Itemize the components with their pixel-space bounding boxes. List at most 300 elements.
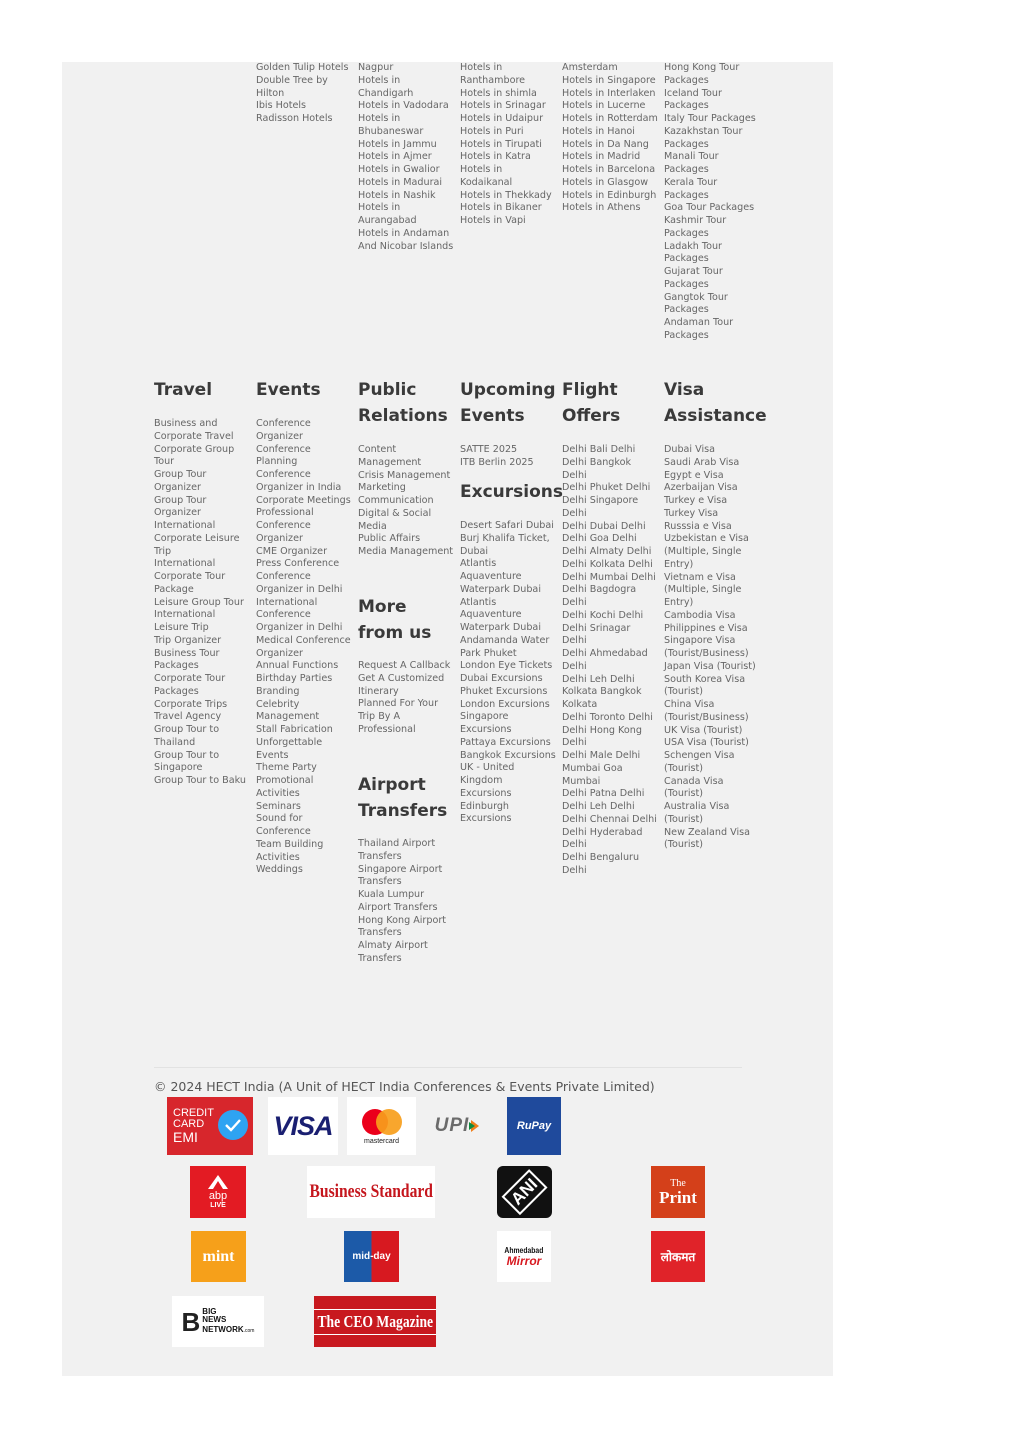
- footer-link-hong-kong-airport-transfers[interactable]: Hong Kong Airport Transfers: [358, 914, 447, 939]
- footer-link-item: [562, 788, 658, 801]
- footer-link-item: [664, 750, 760, 776]
- hotel-links-col-1: [256, 62, 352, 126]
- footer-link-delhi-kolkata-delhi[interactable]: Delhi Kolkata Delhi: [562, 558, 653, 570]
- footer-link-japan-visa-tourist[interactable]: Japan Visa (Tourist): [664, 660, 756, 672]
- footer-link-delhi-bagdogra-delhi[interactable]: Delhi Bagdogra Delhi: [562, 584, 637, 608]
- footer-link-item: [562, 559, 658, 572]
- footer-link-delhi-hyderabad-delhi[interactable]: Delhi Hyderabad Delhi: [562, 826, 643, 851]
- footer-link-item: [664, 113, 760, 126]
- footer-link-group-tour-to-baku[interactable]: Group Tour to Baku: [154, 775, 246, 786]
- footer-link-item: [460, 88, 556, 101]
- footer-link-item: [358, 151, 454, 164]
- business-standard-logo: [307, 1166, 435, 1218]
- footer-link-saudi-arab-visa[interactable]: Saudi Arab Visa: [664, 456, 740, 468]
- footer-link-business-tour-packages[interactable]: Business Tour Packages: [154, 647, 220, 672]
- footer-link-hotels-in-interlaken[interactable]: Hotels in Interlaken: [562, 87, 656, 99]
- public-relations-heading: Public Relations: [358, 380, 448, 426]
- visa-assistance-links: [664, 444, 760, 852]
- footer-link-item: [256, 660, 352, 673]
- footer-link-item: [562, 482, 658, 495]
- footer-link-group-tour-to-singapore[interactable]: Group Tour to Singapore: [154, 749, 220, 774]
- footer-link-item: [256, 113, 352, 126]
- footer-link-item: [358, 940, 454, 966]
- footer-link-weddings[interactable]: Weddings: [256, 864, 303, 876]
- the-print-the: The: [670, 1177, 686, 1189]
- footer-link-azerbaijan-visa[interactable]: Azerbaijan Visa: [664, 482, 738, 494]
- footer-link-conference-organizer[interactable]: Conference Organizer: [256, 418, 311, 442]
- footer-link-conference-organizer-in-india[interactable]: Conference Organizer in India: [256, 469, 342, 493]
- checkmark-icon: [218, 1110, 248, 1140]
- footer-link-hotels-in-andaman-and-nicobar-islands[interactable]: Hotels in Andaman And Nicobar Islands: [358, 227, 454, 252]
- visa-assistance-heading: Visa Assistance: [664, 380, 767, 426]
- footer-link-item: [256, 686, 352, 699]
- footer-link-delhi-bangkok-delhi[interactable]: Delhi Bangkok Delhi: [562, 456, 632, 481]
- footer-link-item: [460, 801, 556, 827]
- footer-link-annual-functions[interactable]: Annual Functions: [256, 660, 339, 672]
- footer-link-uk-united-kingdom-excursions[interactable]: UK - United Kingdom Excursions: [460, 762, 515, 799]
- upi-wordmark: UPI: [434, 1115, 470, 1136]
- footer-link-burj-khalifa-ticket-dubai[interactable]: Burj Khalifa Ticket, Dubai: [460, 532, 550, 557]
- footer-link-hotels-in-singapore[interactable]: Hotels in Singapore: [562, 74, 656, 86]
- footer-link-public-affairs[interactable]: Public Affairs: [358, 533, 421, 545]
- footer-link-item: [664, 827, 760, 853]
- footer-link-item: [460, 558, 556, 596]
- footer-link-group-tour-organizer[interactable]: Group Tour Organizer: [154, 469, 207, 493]
- footer-link-delhi-leh-delhi[interactable]: Delhi Leh Delhi: [562, 801, 635, 812]
- footer-link-kazakhstan-tour-packages[interactable]: Kazakhstan Tour Packages: [664, 125, 743, 150]
- footer-link-item: [562, 495, 658, 521]
- footer-link-item: [460, 597, 556, 635]
- footer-link-andaman-tour-packages[interactable]: Andaman Tour Packages: [664, 317, 734, 341]
- footer-link-seminars[interactable]: Seminars: [256, 800, 301, 812]
- footer-link-item: [256, 418, 352, 444]
- visa-logo: [268, 1097, 338, 1155]
- footer-link-gujarat-tour-packages[interactable]: Gujarat Tour Packages: [664, 266, 723, 290]
- footer-link-kolkata-bangkok-kolkata[interactable]: Kolkata Bangkok Kolkata: [562, 686, 642, 710]
- footer-link-hotels-in-bhubaneswar[interactable]: Hotels in Bhubaneswar: [358, 113, 424, 137]
- footer-link-item: [358, 698, 454, 736]
- footer-link-item: [460, 762, 556, 800]
- footer-link-london-eye-tickets[interactable]: London Eye Tickets: [460, 660, 553, 672]
- footer-link-hotels-in-athens[interactable]: Hotels in Athens: [562, 202, 641, 214]
- footer-link-hong-kong-tour-packages[interactable]: Hong Kong Tour Packages: [664, 62, 740, 86]
- footer-link-item: [358, 177, 454, 190]
- footer-link-birthday-parties[interactable]: Birthday Parties: [256, 673, 333, 684]
- footer-link-item: [358, 673, 454, 699]
- midday-wordmark: mid-day: [352, 1251, 391, 1262]
- footer-link-conference-planning[interactable]: Conference Planning: [256, 443, 311, 468]
- footer-divider: [154, 1067, 742, 1068]
- footer-link-hotels-in-srinagar[interactable]: Hotels in Srinagar: [460, 100, 546, 112]
- footer-link-cme-organizer[interactable]: CME Organizer: [256, 545, 328, 557]
- footer-link-international-leisure-trip[interactable]: International Leisure Trip: [154, 609, 216, 633]
- footer-link-hotels-in-gwalior[interactable]: Hotels in Gwalior: [358, 164, 440, 175]
- footer-link-delhi-male-delhi[interactable]: Delhi Male Delhi: [562, 750, 641, 761]
- footer-link-turkey-e-visa[interactable]: Turkey e Visa: [664, 495, 728, 506]
- the-print-logo: [651, 1166, 705, 1218]
- footer-link-item: [154, 597, 250, 610]
- footer-link-item: [154, 775, 250, 788]
- footer-link-request-a-callback[interactable]: Request A Callback: [358, 660, 451, 671]
- footer-link-singapore-visa-tourist-business[interactable]: Singapore Visa (Tourist/Business): [664, 635, 749, 659]
- bnn-big: BIG: [202, 1307, 217, 1316]
- footer-link-press-conference[interactable]: Press Conference: [256, 558, 340, 570]
- mint-wordmark: mint: [202, 1247, 235, 1265]
- footer-link-item: [358, 508, 454, 534]
- footer-link-cambodia-visa[interactable]: Cambodia Visa: [664, 609, 736, 621]
- footer-link-amsterdam[interactable]: Amsterdam: [562, 62, 618, 73]
- footer-link-andamanda-water-park-phuket[interactable]: Andamanda Water Park Phuket: [460, 634, 550, 659]
- footer-link-radisson-hotels[interactable]: Radisson Hotels: [256, 113, 333, 124]
- footer-link-item: [256, 62, 352, 75]
- footer-link-item: [562, 164, 658, 177]
- lokmat-logo: [651, 1231, 705, 1282]
- footer-link-item: [358, 915, 454, 941]
- footer-link-item: [358, 202, 454, 228]
- hotel-links-col-3: [460, 62, 556, 228]
- footer-link-canada-visa-tourist[interactable]: Canada Visa (Tourist): [664, 775, 724, 800]
- footer-link-gangtok-tour-packages[interactable]: Gangtok Tour Packages: [664, 291, 728, 316]
- ani-wordmark: ANI: [501, 1169, 547, 1215]
- footer-link-phuket-excursions[interactable]: Phuket Excursions: [460, 685, 548, 697]
- footer-link-hotels-in-glasgow[interactable]: Hotels in Glasgow: [562, 176, 649, 188]
- footer-link-kashmir-tour-packages[interactable]: Kashmir Tour Packages: [664, 215, 727, 239]
- footer-link-hotels-in-bikaner[interactable]: Hotels in Bikaner: [460, 202, 542, 214]
- footer-link-hotels-in-tirupati[interactable]: Hotels in Tirupati: [460, 138, 542, 150]
- footer-link-item: [664, 508, 760, 521]
- public-relations-links: [358, 444, 454, 559]
- footer-link-hotels-in-madrid[interactable]: Hotels in Madrid: [562, 151, 641, 163]
- footer-link-corporate-tour-packages[interactable]: Corporate Tour Packages: [154, 673, 226, 697]
- footer-link-hotels-in-ajmer[interactable]: Hotels in Ajmer: [358, 151, 432, 163]
- footer-link-international-conference-organizer-in-delhi[interactable]: International Conference Organizer in Delhi: [256, 596, 343, 633]
- footer-link-item: [562, 75, 658, 88]
- footer-link-item: [562, 674, 658, 687]
- footer-link-content-management[interactable]: Content Management: [358, 444, 422, 468]
- footer-link-hotels-in-chandigarh[interactable]: Hotels in Chandigarh: [358, 74, 414, 99]
- footer-link-delhi-leh-delhi[interactable]: Delhi Leh Delhi: [562, 673, 635, 685]
- footer-link-item: [358, 228, 454, 254]
- footer-link-promotional-activities[interactable]: Promotional Activities: [256, 775, 314, 799]
- footer-link-egypt-e-visa[interactable]: Egypt e Visa: [664, 469, 724, 481]
- footer-link-delhi-toronto-delhi[interactable]: Delhi Toronto Delhi: [562, 711, 653, 723]
- footer-link-hotels-in-nashik[interactable]: Hotels in Nashik: [358, 189, 436, 201]
- footer-link-mumbai-goa-mumbai[interactable]: Mumbai Goa Mumbai: [562, 762, 623, 787]
- footer-link-item: [460, 190, 556, 203]
- airport-transfers-links: [358, 838, 454, 966]
- footer-link-planned-for-your-trip-by-a-professional[interactable]: Planned For Your Trip By A Professional: [358, 698, 439, 735]
- footer-link-sound-for-conference[interactable]: Sound for Conference: [256, 813, 311, 837]
- tour-packages-col: [664, 62, 760, 343]
- footer-link-item: [460, 164, 556, 190]
- footer-link-hotels-in-da-nang[interactable]: Hotels in Da Nang: [562, 138, 649, 150]
- footer-link-delhi-bengaluru-delhi[interactable]: Delhi Bengaluru Delhi: [562, 852, 640, 876]
- footer-link-edinburgh-excursions[interactable]: Edinburgh Excursions: [460, 800, 512, 825]
- footer-link-hotels-in-kodaikanal[interactable]: Hotels in Kodaikanal: [460, 164, 513, 188]
- footer-link-item: [154, 711, 250, 724]
- footer-link-hotels-in-madurai[interactable]: Hotels in Madurai: [358, 176, 443, 188]
- footer-link-kerala-tour-packages[interactable]: Kerala Tour Packages: [664, 176, 718, 201]
- more-from-us-heading: More from us: [358, 597, 432, 643]
- footer-link-item: [256, 635, 352, 661]
- footer-link-medical-conference-organizer[interactable]: Medical Conference Organizer: [256, 634, 351, 659]
- footer-link-item: [664, 317, 760, 343]
- abp-live-logo: [190, 1166, 246, 1218]
- footer-link-item: [664, 266, 760, 292]
- footer-link-item: [664, 151, 760, 177]
- footer-link-italy-tour-packages[interactable]: Italy Tour Packages: [664, 113, 756, 124]
- footer-link-media-management[interactable]: Media Management: [358, 546, 454, 557]
- footer-link-item: [460, 673, 556, 686]
- footer-link-corporate-trips[interactable]: Corporate Trips: [154, 698, 228, 710]
- footer-link-delhi-srinagar-delhi[interactable]: Delhi Srinagar Delhi: [562, 622, 631, 647]
- footer-link-thailand-airport-transfers[interactable]: Thailand Airport Transfers: [358, 838, 436, 862]
- footer-link-turkey-visa[interactable]: Turkey Visa: [664, 507, 719, 519]
- footer-link-item: [562, 801, 658, 814]
- footer-link-london-excursions[interactable]: London Excursions: [460, 698, 550, 710]
- footer-link-item: [562, 126, 658, 139]
- footer-link-item: [358, 889, 454, 915]
- footer-link-nagpur[interactable]: Nagpur: [358, 62, 394, 73]
- footer-link-bangkok-excursions[interactable]: Bangkok Excursions: [460, 749, 556, 761]
- abp-triangle-icon: [207, 1174, 229, 1190]
- footer-link-hotels-in-thekkady[interactable]: Hotels in Thekkady: [460, 189, 552, 201]
- footer-link-delhi-mumbai-delhi[interactable]: Delhi Mumbai Delhi: [562, 571, 656, 583]
- footer-link-item: [460, 126, 556, 139]
- footer-link-digital-social-media[interactable]: Digital & Social Media: [358, 507, 432, 532]
- footer-link-hotels-in-lucerne[interactable]: Hotels in Lucerne: [562, 100, 646, 112]
- mint-logo: [191, 1231, 246, 1282]
- footer-link-almaty-airport-transfers[interactable]: Almaty Airport Transfers: [358, 940, 428, 964]
- footer-link-item: [664, 521, 760, 534]
- footer-link-travel-agency[interactable]: Travel Agency: [154, 711, 222, 723]
- events-links: [256, 418, 352, 877]
- footer-link-item: [562, 190, 658, 203]
- footer-link-double-tree-by-hilton[interactable]: Double Tree by Hilton: [256, 74, 328, 99]
- footer-link-singapore-excursions[interactable]: Singapore Excursions: [460, 711, 512, 735]
- footer-link-item: [154, 418, 250, 444]
- footer-link-item: [358, 470, 454, 483]
- more-from-us-links: [358, 660, 454, 737]
- footer-link-singapore-airport-transfers[interactable]: Singapore Airport Transfers: [358, 863, 443, 888]
- ahmedabad-mirror-top: Ahmedabad: [504, 1245, 544, 1255]
- footer-link-australia-visa-tourist[interactable]: Australia Visa (Tourist): [664, 801, 730, 825]
- footer-link-corporate-group-tour[interactable]: Corporate Group Tour: [154, 443, 235, 468]
- footer-link-china-visa-tourist-business[interactable]: China Visa (Tourist/Business): [664, 699, 749, 723]
- footer-link-item: [154, 609, 250, 635]
- footer-link-professional-conference-organizer[interactable]: Professional Conference Organizer: [256, 507, 314, 544]
- footer-link-philippines-e-visa[interactable]: Philippines e Visa: [664, 622, 748, 634]
- footer-link-group-tour-organizer[interactable]: Group Tour Organizer: [154, 494, 207, 519]
- footer-link-item: [358, 660, 454, 673]
- footer-link-item: [664, 661, 760, 674]
- footer-link-item: [664, 62, 760, 88]
- footer-link-item: [256, 507, 352, 545]
- footer-link-delhi-ahmedabad-delhi[interactable]: Delhi Ahmedabad Delhi: [562, 648, 648, 672]
- footer-link-item: [256, 699, 352, 725]
- footer-link-atlantis-aquaventure-waterpark-dubai[interactable]: Atlantis Aquaventure Waterpark Dubai: [460, 596, 541, 633]
- footer-link-satte-2025[interactable]: SATTE 2025: [460, 444, 518, 455]
- footer-link-dubai-excursions[interactable]: Dubai Excursions: [460, 673, 543, 684]
- footer-link-iceland-tour-packages[interactable]: Iceland Tour Packages: [664, 87, 722, 112]
- footer-link-delhi-chennai-delhi[interactable]: Delhi Chennai Delhi: [562, 813, 657, 825]
- rupay-wordmark: RuPay: [516, 1120, 552, 1132]
- footer-link-item: [256, 495, 352, 508]
- emi-line-3: EMI: [173, 1128, 198, 1145]
- footer-link-item: [256, 597, 352, 635]
- footer-link-uzbekistan-e-visa-multiple-single-entry[interactable]: Uzbekistan e Visa (Multiple, Single Entry): [664, 533, 749, 570]
- footer-link-item: [562, 177, 658, 190]
- footer-link-stall-fabrication[interactable]: Stall Fabrication: [256, 724, 333, 735]
- footer-link-hotels-in-vapi[interactable]: Hotels in Vapi: [460, 215, 526, 226]
- footer-link-new-zealand-visa-tourist[interactable]: New Zealand Visa (Tourist): [664, 826, 750, 851]
- footer-link-crisis-management[interactable]: Crisis Management: [358, 469, 451, 481]
- footer-link-ibis-hotels[interactable]: Ibis Hotels: [256, 100, 307, 112]
- footer-link-corporate-meetings[interactable]: Corporate Meetings: [256, 494, 351, 506]
- footer-link-item: [154, 750, 250, 776]
- footer-link-international-corporate-tour-package[interactable]: International Corporate Tour Package: [154, 558, 226, 595]
- footer-link-delhi-almaty-delhi[interactable]: Delhi Almaty Delhi: [562, 546, 652, 557]
- footer-link-item: [562, 100, 658, 113]
- footer-link-hotels-in-jammu[interactable]: Hotels in Jammu: [358, 138, 437, 150]
- footer-link-manali-tour-packages[interactable]: Manali Tour Packages: [664, 151, 719, 175]
- footer-link-item: [460, 100, 556, 113]
- footer-link-international-corporate-leisure-trip[interactable]: International Corporate Leisure Trip: [154, 520, 240, 557]
- footer-link-uk-visa-tourist[interactable]: UK Visa (Tourist): [664, 724, 743, 736]
- airport-transfers-heading: Airport Transfers: [358, 775, 448, 821]
- footer-link-item: [358, 62, 454, 75]
- footer-link-schengen-visa-tourist[interactable]: Schengen Visa (Tourist): [664, 750, 735, 774]
- footer-link-item: [460, 113, 556, 126]
- footer-link-business-and-corporate-travel[interactable]: Business and Corporate Travel: [154, 418, 234, 442]
- footer-link-delhi-dubai-delhi[interactable]: Delhi Dubai Delhi: [562, 520, 646, 532]
- footer-link-vietnam-e-visa-multiple-single-entry[interactable]: Vietnam e Visa (Multiple, Single Entry): [664, 571, 742, 608]
- footer-link-russsia-e-visa[interactable]: Russsia e Visa: [664, 520, 732, 532]
- lokmat-wordmark: लोकमत: [660, 1250, 696, 1264]
- footer-link-item: [562, 572, 658, 585]
- footer-link-item: [562, 533, 658, 546]
- footer-link-hotels-in-ranthambore[interactable]: Hotels in Ranthambore: [460, 62, 526, 86]
- footer-link-item: [664, 241, 760, 267]
- footer-link-marketing-communication[interactable]: Marketing Communication: [358, 482, 434, 506]
- footer-link-item: [664, 572, 760, 610]
- footer-link-delhi-goa-delhi[interactable]: Delhi Goa Delhi: [562, 533, 637, 545]
- footer-link-hotels-in-hanoi[interactable]: Hotels in Hanoi: [562, 125, 635, 137]
- footer-link-item: [358, 482, 454, 508]
- big-news-network-logo: [172, 1296, 264, 1347]
- footer-link-item: [154, 699, 250, 712]
- footer-link-item: [664, 801, 760, 827]
- footer-link-branding[interactable]: Branding: [256, 685, 300, 697]
- footer-link-delhi-kochi-delhi[interactable]: Delhi Kochi Delhi: [562, 609, 644, 621]
- footer-link-item: [256, 813, 352, 839]
- footer-link-item: [664, 470, 760, 483]
- footer-link-dubai-visa[interactable]: Dubai Visa: [664, 444, 716, 455]
- footer-link-hotels-in-shimla[interactable]: Hotels in shimla: [460, 87, 537, 99]
- footer-link-item: [460, 699, 556, 712]
- footer-link-hotels-in-vadodara[interactable]: Hotels in Vadodara: [358, 100, 449, 112]
- footer-link-leisure-group-tour[interactable]: Leisure Group Tour: [154, 596, 244, 608]
- footer-link-celebrity-management[interactable]: Celebrity Management: [256, 698, 320, 723]
- footer-link-pattaya-excursions[interactable]: Pattaya Excursions: [460, 736, 551, 748]
- footer-link-atlantis-aquaventure-waterpark-dubai[interactable]: Atlantis Aquaventure Waterpark Dubai: [460, 558, 541, 595]
- footer-link-item: [358, 139, 454, 152]
- footer-link-item: [358, 75, 454, 101]
- footer-link-item: [154, 495, 250, 521]
- footer-link-golden-tulip-hotels[interactable]: Golden Tulip Hotels: [256, 62, 349, 73]
- footer-link-itb-berlin-2025[interactable]: ITB Berlin 2025: [460, 456, 534, 468]
- footer-link-team-building-activities[interactable]: Team Building Activities: [256, 838, 324, 863]
- footer-link-item: [256, 762, 352, 775]
- ceo-magazine-logo: [314, 1296, 436, 1347]
- footer-link-hotels-in-aurangabad[interactable]: Hotels in Aurangabad: [358, 202, 417, 226]
- excursions-heading: Excursions: [460, 482, 563, 502]
- upi-logo: [427, 1097, 489, 1155]
- footer-link-item: [664, 776, 760, 802]
- footer-link-item: [460, 711, 556, 737]
- footer-link-item: [256, 75, 352, 101]
- footer-link-hotels-in-puri[interactable]: Hotels in Puri: [460, 125, 524, 137]
- footer-link-item: [460, 520, 556, 533]
- footer-link-trip-organizer[interactable]: Trip Organizer: [154, 634, 222, 646]
- footer-link-item: [562, 827, 658, 853]
- footer-link-hotels-in-edinburgh[interactable]: Hotels in Edinburgh: [562, 189, 657, 201]
- footer-link-delhi-patna-delhi[interactable]: Delhi Patna Delhi: [562, 788, 645, 800]
- footer-link-usa-visa-tourist[interactable]: USA Visa (Tourist): [664, 737, 749, 749]
- footer-link-item: [664, 444, 760, 457]
- footer-link-item: [664, 725, 760, 738]
- footer-link-theme-party[interactable]: Theme Party: [256, 762, 317, 774]
- footer-link-get-a-customized-itinerary[interactable]: Get A Customized Itinerary: [358, 672, 445, 697]
- footer-link-delhi-hong-kong-delhi[interactable]: Delhi Hong Kong Delhi: [562, 724, 642, 749]
- footer-link-item: [664, 674, 760, 700]
- footer-link-item: [664, 126, 760, 152]
- footer-link-goa-tour-packages[interactable]: Goa Tour Packages: [664, 202, 755, 214]
- footer-link-delhi-phuket-delhi[interactable]: Delhi Phuket Delhi: [562, 482, 651, 494]
- footer-link-item: [256, 673, 352, 686]
- midday-logo: [344, 1231, 399, 1282]
- footer-link-item: [664, 533, 760, 571]
- footer-link-item: [664, 482, 760, 495]
- footer-link-desert-safari-dubai[interactable]: Desert Safari Dubai: [460, 520, 554, 531]
- footer-link-south-korea-visa-tourist[interactable]: South Korea Visa (Tourist): [664, 673, 746, 698]
- footer-link-item: [460, 215, 556, 228]
- footer-link-item: [460, 444, 556, 457]
- footer-link-item: [562, 852, 658, 878]
- footer-link-kuala-lumpur-airport-transfers[interactable]: Kuala Lumpur Airport Transfers: [358, 889, 438, 913]
- footer-link-item: [154, 558, 250, 596]
- footer-link-item: [256, 100, 352, 113]
- emi-line-2: CARD: [173, 1117, 205, 1130]
- flight-offers-heading: Flight Offers: [562, 380, 621, 426]
- footer-link-item: [460, 635, 556, 661]
- footer-link-delhi-singapore-delhi[interactable]: Delhi Singapore Delhi: [562, 495, 639, 519]
- footer-link-unforgettable-events[interactable]: Unforgettable Events: [256, 736, 323, 761]
- footer-link-delhi-bali-delhi[interactable]: Delhi Bali Delhi: [562, 444, 636, 455]
- hotel-links-col-4: [562, 62, 658, 215]
- footer-link-group-tour-to-thailand[interactable]: Group Tour to Thailand: [154, 724, 220, 748]
- upcoming-events-heading: Upcoming Events: [460, 380, 556, 426]
- footer-link-hotels-in-udaipur[interactable]: Hotels in Udaipur: [460, 113, 544, 124]
- footer-link-item: [664, 623, 760, 636]
- footer-link-item: [460, 686, 556, 699]
- footer-link-item: [562, 648, 658, 674]
- footer-link-hotels-in-rotterdam[interactable]: Hotels in Rotterdam: [562, 113, 658, 124]
- footer-link-conference-organizer-in-delhi[interactable]: Conference Organizer in Delhi: [256, 571, 343, 595]
- footer-link-hotels-in-katra[interactable]: Hotels in Katra: [460, 151, 531, 163]
- footer-link-ladakh-tour-packages[interactable]: Ladakh Tour Packages: [664, 240, 723, 265]
- footer-link-hotels-in-barcelona[interactable]: Hotels in Barcelona: [562, 164, 656, 175]
